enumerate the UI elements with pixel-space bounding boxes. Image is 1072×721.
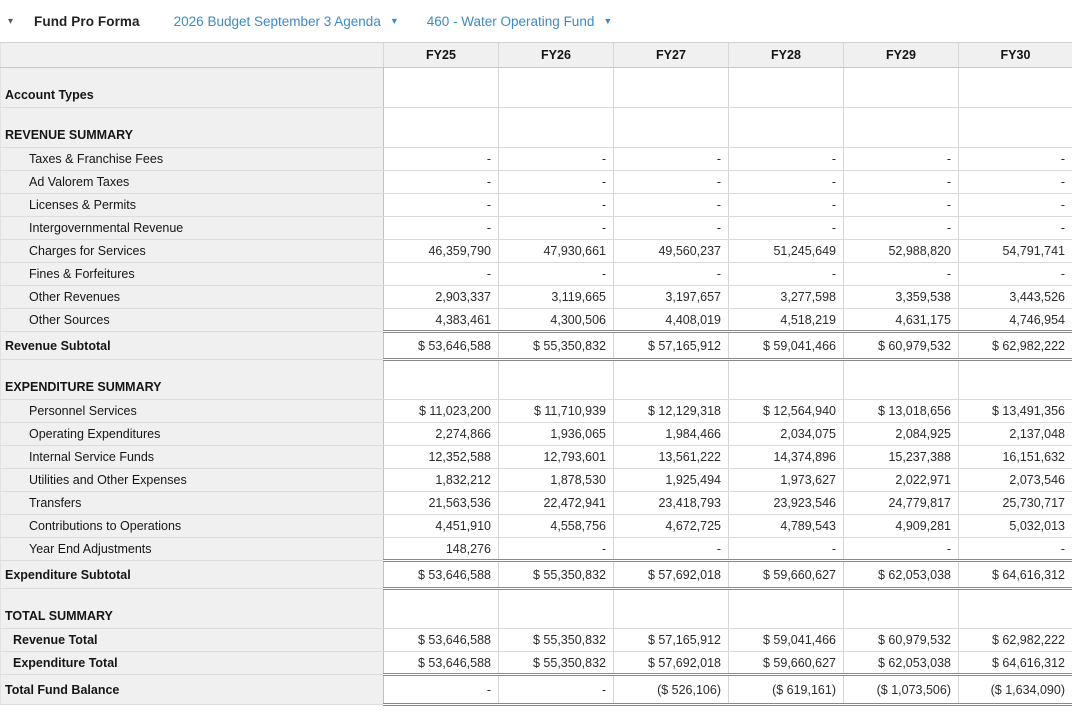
data-cell-fy26: $ 11,710,939 <box>499 400 614 423</box>
table-row <box>1 515 1072 538</box>
data-cell-fy29: 2,084,925 <box>844 423 959 446</box>
row-label: Revenue Subtotal <box>1 332 384 360</box>
data-cell-fy30: - <box>959 148 1072 171</box>
data-cell-fy28 <box>729 68 844 108</box>
data-cell-fy29: - <box>844 538 959 561</box>
data-cell-fy29: 4,909,281 <box>844 515 959 538</box>
data-cell-fy26: 12,793,601 <box>499 446 614 469</box>
row-label: Fines & Forfeitures <box>1 263 384 286</box>
data-cell-fy29: 15,237,388 <box>844 446 959 469</box>
data-cell-fy28: $ 59,660,627 <box>729 561 844 589</box>
data-cell-fy26: 1,936,065 <box>499 423 614 446</box>
table-row <box>1 332 1072 360</box>
table-row <box>1 240 1072 263</box>
data-cell-fy25: - <box>384 194 499 217</box>
table-row <box>1 286 1072 309</box>
data-cell-fy30: - <box>959 217 1072 240</box>
table-row <box>1 68 1072 108</box>
data-cell-fy25: 46,359,790 <box>384 240 499 263</box>
row-label: Other Sources <box>1 309 384 332</box>
data-cell-fy27: 23,418,793 <box>614 492 729 515</box>
data-cell-fy30: 4,746,954 <box>959 309 1072 332</box>
data-cell-fy26: - <box>499 675 614 705</box>
data-cell-fy28: 23,923,546 <box>729 492 844 515</box>
toolbar <box>0 0 1072 42</box>
data-cell-fy27: $ 57,165,912 <box>614 629 729 652</box>
table-row <box>1 217 1072 240</box>
data-cell-fy30 <box>959 68 1072 108</box>
fund-pro-forma-table <box>0 42 1072 706</box>
row-label: Transfers <box>1 492 384 515</box>
data-cell-fy29 <box>844 360 959 400</box>
data-cell-fy26: $ 55,350,832 <box>499 332 614 360</box>
data-cell-fy29: $ 60,979,532 <box>844 332 959 360</box>
row-label: Other Revenues <box>1 286 384 309</box>
header-label-spacer <box>1 43 384 68</box>
data-cell-fy25: $ 53,646,588 <box>384 629 499 652</box>
table-row <box>1 469 1072 492</box>
row-label: Internal Service Funds <box>1 446 384 469</box>
data-cell-fy26: 47,930,661 <box>499 240 614 263</box>
data-cell-fy27 <box>614 589 729 629</box>
row-label: EXPENDITURE SUMMARY <box>1 360 384 400</box>
data-cell-fy30: 2,137,048 <box>959 423 1072 446</box>
data-cell-fy28 <box>729 108 844 148</box>
data-cell-fy25 <box>384 360 499 400</box>
table-row <box>1 360 1072 400</box>
data-cell-fy26: $ 55,350,832 <box>499 561 614 589</box>
row-label: Licenses & Permits <box>1 194 384 217</box>
table-header-row <box>1 43 1072 68</box>
row-label: REVENUE SUMMARY <box>1 108 384 148</box>
table-row <box>1 561 1072 589</box>
row-label: Charges for Services <box>1 240 384 263</box>
data-cell-fy29: - <box>844 171 959 194</box>
budget-dropdown-label: 2026 Budget September 3 Agenda <box>173 13 381 29</box>
table-row <box>1 400 1072 423</box>
data-cell-fy28: $ 59,041,466 <box>729 629 844 652</box>
data-cell-fy26: - <box>499 263 614 286</box>
data-cell-fy28 <box>729 589 844 629</box>
budget-dropdown[interactable] <box>174 14 399 29</box>
data-cell-fy29: 3,359,538 <box>844 286 959 309</box>
data-cell-fy27: - <box>614 171 729 194</box>
table-row <box>1 675 1072 705</box>
data-cell-fy25: 148,276 <box>384 538 499 561</box>
data-cell-fy29: $ 13,018,656 <box>844 400 959 423</box>
table-row <box>1 309 1072 332</box>
data-cell-fy26: 3,119,665 <box>499 286 614 309</box>
data-cell-fy30: 54,791,741 <box>959 240 1072 263</box>
data-cell-fy29 <box>844 108 959 148</box>
data-cell-fy25: 21,563,536 <box>384 492 499 515</box>
data-cell-fy30: $ 64,616,312 <box>959 561 1072 589</box>
data-cell-fy30: - <box>959 263 1072 286</box>
data-cell-fy26: - <box>499 217 614 240</box>
table-row <box>1 446 1072 469</box>
data-cell-fy26 <box>499 108 614 148</box>
data-cell-fy29: 52,988,820 <box>844 240 959 263</box>
table-row <box>1 538 1072 561</box>
table-row <box>1 423 1072 446</box>
table-row <box>1 194 1072 217</box>
data-cell-fy29: 2,022,971 <box>844 469 959 492</box>
column-header-fy26: FY26 <box>499 43 614 68</box>
fund-dropdown[interactable] <box>427 14 613 29</box>
data-cell-fy28: - <box>729 148 844 171</box>
data-cell-fy26: - <box>499 171 614 194</box>
data-cell-fy25: 12,352,588 <box>384 446 499 469</box>
row-label: Expenditure Total <box>1 652 384 675</box>
data-cell-fy29 <box>844 589 959 629</box>
data-cell-fy27: - <box>614 217 729 240</box>
data-cell-fy30: 2,073,546 <box>959 469 1072 492</box>
chevron-down-icon: ▼ <box>389 16 399 26</box>
data-cell-fy29: $ 60,979,532 <box>844 629 959 652</box>
data-cell-fy25: - <box>384 675 499 705</box>
data-cell-fy26: - <box>499 194 614 217</box>
data-cell-fy27: $ 57,165,912 <box>614 332 729 360</box>
data-cell-fy25: - <box>384 217 499 240</box>
row-label: Personnel Services <box>1 400 384 423</box>
table-row <box>1 263 1072 286</box>
table-row <box>1 492 1072 515</box>
data-cell-fy29: - <box>844 217 959 240</box>
data-cell-fy30 <box>959 108 1072 148</box>
data-cell-fy28: $ 59,660,627 <box>729 652 844 675</box>
data-cell-fy30: $ 62,982,222 <box>959 629 1072 652</box>
data-cell-fy25: 2,903,337 <box>384 286 499 309</box>
data-cell-fy26 <box>499 68 614 108</box>
data-cell-fy29: 4,631,175 <box>844 309 959 332</box>
data-cell-fy28: 14,374,896 <box>729 446 844 469</box>
data-cell-fy29 <box>844 68 959 108</box>
data-cell-fy30: 3,443,526 <box>959 286 1072 309</box>
data-cell-fy26: $ 55,350,832 <box>499 629 614 652</box>
collapse-triangle-icon[interactable]: ▾ <box>8 15 14 27</box>
data-cell-fy25: - <box>384 263 499 286</box>
data-cell-fy25: 4,383,461 <box>384 309 499 332</box>
data-cell-fy26: - <box>499 538 614 561</box>
data-cell-fy28: - <box>729 538 844 561</box>
data-cell-fy28: ($ 619,161) <box>729 675 844 705</box>
column-header-fy25: FY25 <box>384 43 499 68</box>
data-cell-fy29: $ 62,053,038 <box>844 561 959 589</box>
fund-dropdown-label: 460 - Water Operating Fund <box>426 13 595 29</box>
row-label: Contributions to Operations <box>1 515 384 538</box>
data-cell-fy29: - <box>844 194 959 217</box>
data-cell-fy27: 4,408,019 <box>614 309 729 332</box>
chevron-down-icon: ▼ <box>603 16 613 26</box>
row-label: Total Fund Balance <box>1 675 384 705</box>
row-label: Taxes & Franchise Fees <box>1 148 384 171</box>
data-cell-fy27: $ 57,692,018 <box>614 561 729 589</box>
table-row <box>1 652 1072 675</box>
data-cell-fy30 <box>959 589 1072 629</box>
row-label: Year End Adjustments <box>1 538 384 561</box>
row-label: Account Types <box>1 68 384 108</box>
column-header-fy29: FY29 <box>844 43 959 68</box>
data-cell-fy28: - <box>729 171 844 194</box>
data-cell-fy30: $ 62,982,222 <box>959 332 1072 360</box>
row-label: Ad Valorem Taxes <box>1 171 384 194</box>
data-cell-fy30: ($ 1,634,090) <box>959 675 1072 705</box>
data-cell-fy28: - <box>729 194 844 217</box>
data-cell-fy28: $ 59,041,466 <box>729 332 844 360</box>
data-cell-fy25: - <box>384 171 499 194</box>
data-cell-fy27: $ 57,692,018 <box>614 652 729 675</box>
data-cell-fy28: - <box>729 217 844 240</box>
data-cell-fy28: - <box>729 263 844 286</box>
data-cell-fy25: 1,832,212 <box>384 469 499 492</box>
data-cell-fy30: $ 64,616,312 <box>959 652 1072 675</box>
data-cell-fy28: $ 12,564,940 <box>729 400 844 423</box>
data-cell-fy25: $ 53,646,588 <box>384 652 499 675</box>
data-cell-fy27 <box>614 108 729 148</box>
data-cell-fy25: 2,274,866 <box>384 423 499 446</box>
row-label: Intergovernmental Revenue <box>1 217 384 240</box>
data-cell-fy29: - <box>844 263 959 286</box>
data-cell-fy28 <box>729 360 844 400</box>
data-cell-fy26 <box>499 589 614 629</box>
row-label: Revenue Total <box>1 629 384 652</box>
data-cell-fy29: ($ 1,073,506) <box>844 675 959 705</box>
row-label: Utilities and Other Expenses <box>1 469 384 492</box>
data-cell-fy27: - <box>614 148 729 171</box>
data-cell-fy30: 5,032,013 <box>959 515 1072 538</box>
row-label: Expenditure Subtotal <box>1 561 384 589</box>
data-cell-fy25 <box>384 108 499 148</box>
data-cell-fy26: 22,472,941 <box>499 492 614 515</box>
data-cell-fy25: $ 53,646,588 <box>384 561 499 589</box>
row-label: Operating Expenditures <box>1 423 384 446</box>
data-cell-fy26: 4,558,756 <box>499 515 614 538</box>
data-cell-fy25: $ 11,023,200 <box>384 400 499 423</box>
data-cell-fy27: - <box>614 194 729 217</box>
data-cell-fy28: 2,034,075 <box>729 423 844 446</box>
table-row <box>1 108 1072 148</box>
table-row <box>1 589 1072 629</box>
data-cell-fy27: 3,197,657 <box>614 286 729 309</box>
column-header-fy28: FY28 <box>729 43 844 68</box>
data-cell-fy28: 1,973,627 <box>729 469 844 492</box>
data-cell-fy26 <box>499 360 614 400</box>
data-cell-fy29: - <box>844 148 959 171</box>
data-cell-fy26: - <box>499 148 614 171</box>
data-cell-fy30: - <box>959 538 1072 561</box>
data-cell-fy27: $ 12,129,318 <box>614 400 729 423</box>
column-header-fy30: FY30 <box>959 43 1072 68</box>
data-cell-fy27: - <box>614 263 729 286</box>
data-cell-fy28: 51,245,649 <box>729 240 844 263</box>
data-cell-fy27: 1,925,494 <box>614 469 729 492</box>
data-cell-fy27: 49,560,237 <box>614 240 729 263</box>
data-cell-fy27 <box>614 68 729 108</box>
data-cell-fy26: $ 55,350,832 <box>499 652 614 675</box>
table-row <box>1 148 1072 171</box>
data-cell-fy30: 25,730,717 <box>959 492 1072 515</box>
table-row <box>1 629 1072 652</box>
data-cell-fy25: - <box>384 148 499 171</box>
page-title: Fund Pro Forma <box>34 13 140 29</box>
data-cell-fy30: 16,151,632 <box>959 446 1072 469</box>
data-cell-fy30: - <box>959 194 1072 217</box>
data-cell-fy28: 4,789,543 <box>729 515 844 538</box>
data-cell-fy26: 1,878,530 <box>499 469 614 492</box>
data-cell-fy27: 1,984,466 <box>614 423 729 446</box>
data-cell-fy28: 4,518,219 <box>729 309 844 332</box>
data-cell-fy30: $ 13,491,356 <box>959 400 1072 423</box>
row-label: TOTAL SUMMARY <box>1 589 384 629</box>
data-cell-fy26: 4,300,506 <box>499 309 614 332</box>
data-cell-fy27: - <box>614 538 729 561</box>
data-cell-fy25 <box>384 68 499 108</box>
data-cell-fy27: 13,561,222 <box>614 446 729 469</box>
data-cell-fy30: - <box>959 171 1072 194</box>
data-cell-fy27: 4,672,725 <box>614 515 729 538</box>
data-cell-fy25: $ 53,646,588 <box>384 332 499 360</box>
data-cell-fy27 <box>614 360 729 400</box>
data-cell-fy27: ($ 526,106) <box>614 675 729 705</box>
data-cell-fy25 <box>384 589 499 629</box>
data-cell-fy30 <box>959 360 1072 400</box>
data-cell-fy25: 4,451,910 <box>384 515 499 538</box>
column-header-fy27: FY27 <box>614 43 729 68</box>
data-cell-fy29: $ 62,053,038 <box>844 652 959 675</box>
data-cell-fy29: 24,779,817 <box>844 492 959 515</box>
data-cell-fy28: 3,277,598 <box>729 286 844 309</box>
table-row <box>1 171 1072 194</box>
